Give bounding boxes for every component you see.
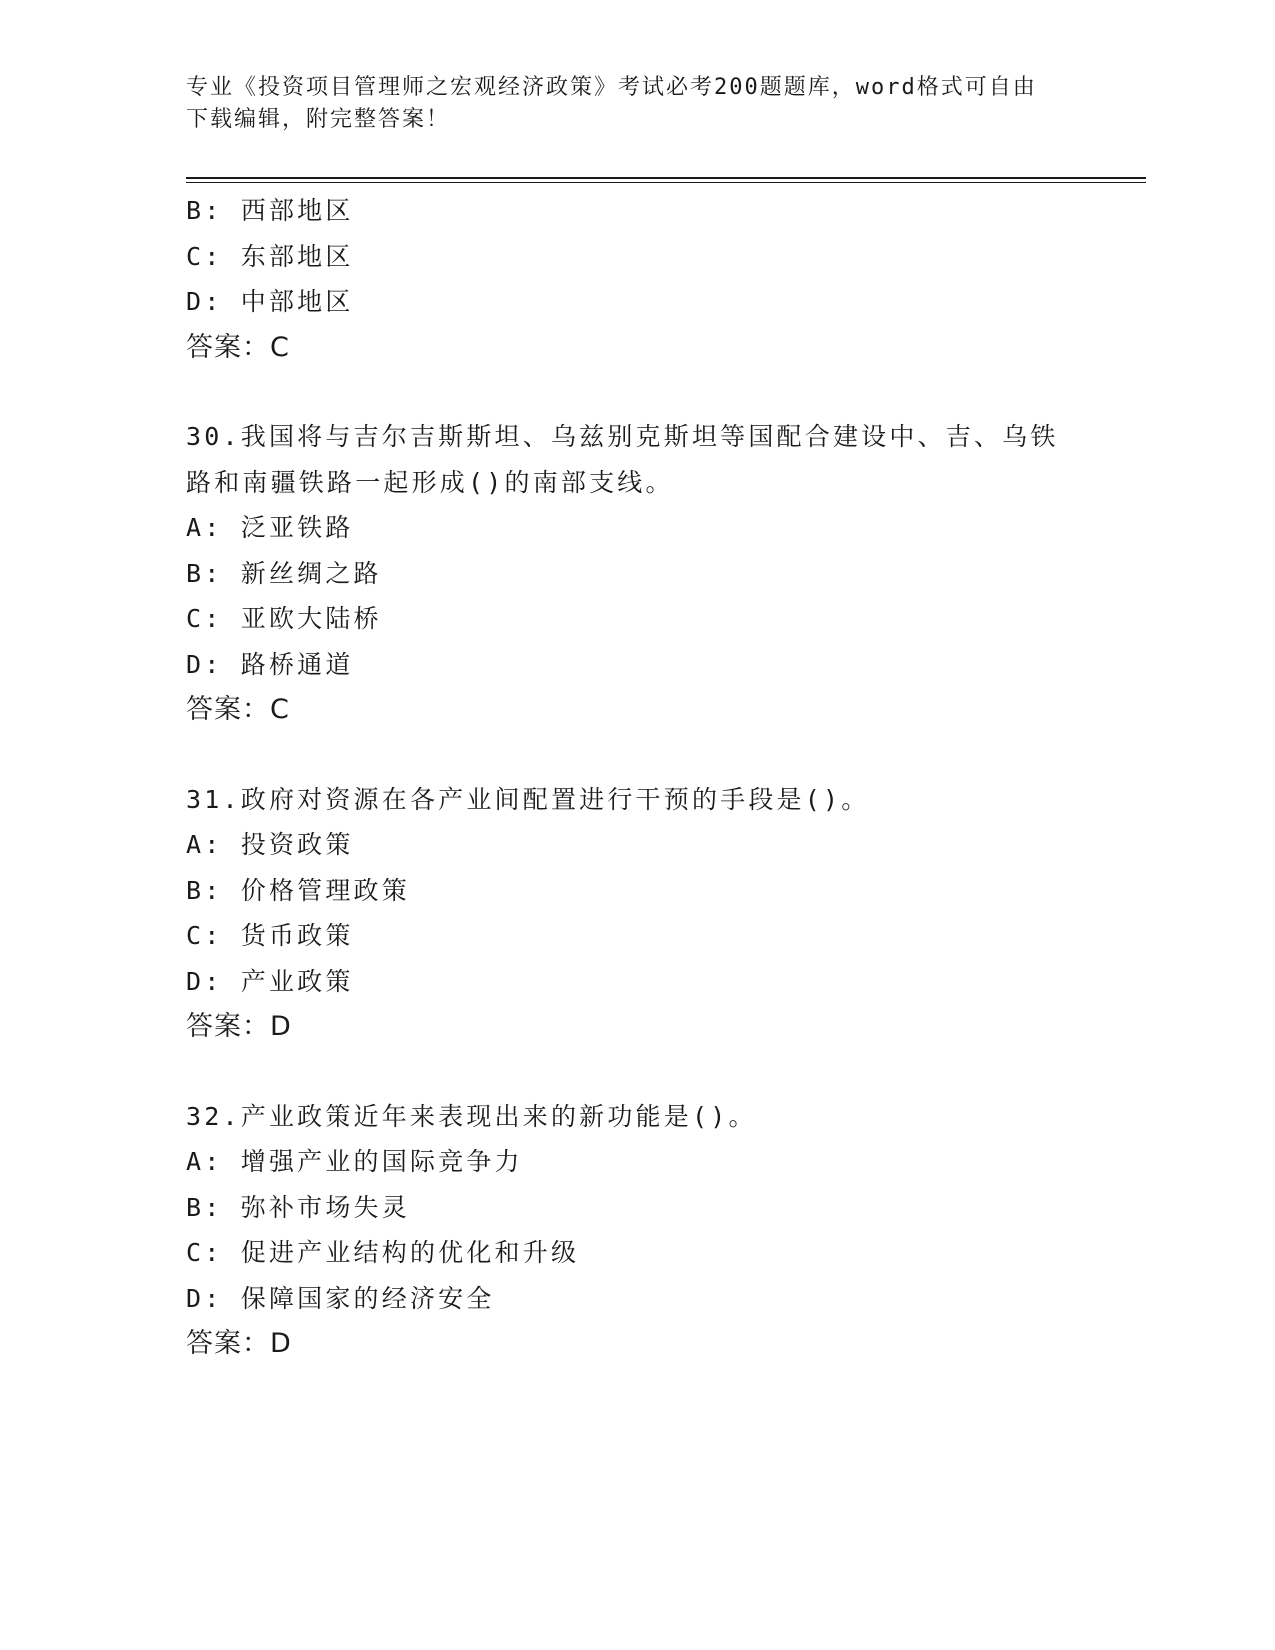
question-stem-line-1: 32.产业政策近年来表现出来的新功能是()。 xyxy=(186,1101,757,1131)
option-c: C: 东部地区 xyxy=(186,241,354,271)
question-stem-line-1: 30.我国将与吉尔吉斯斯坦、乌兹别克斯坦等国配合建设中、吉、乌铁 xyxy=(186,422,1059,451)
document-header xyxy=(186,72,1066,136)
question-31 xyxy=(186,777,1146,1050)
question-stem-line-1: 31.政府对资源在各产业间配置进行干预的手段是()。 xyxy=(186,784,870,814)
option-d: D: 中部地区 xyxy=(186,287,354,316)
option-d: D: 保障国家的经济安全 xyxy=(186,1283,495,1313)
answer: 答案：D xyxy=(186,1328,292,1359)
option-c: C: 促进产业结构的优化和升级 xyxy=(186,1238,580,1267)
question-30 xyxy=(186,414,1146,733)
option-d: D: 路桥通道 xyxy=(186,649,354,679)
option-c: C: 亚欧大陆桥 xyxy=(186,604,382,633)
option-a: A: 泛亚铁路 xyxy=(186,513,354,542)
option-c: C: 货币政策 xyxy=(186,921,354,950)
option-d: D: 产业政策 xyxy=(186,966,354,996)
question-32 xyxy=(186,1094,1146,1367)
option-b: B: 弥补市场失灵 xyxy=(186,1192,410,1222)
option-a: A: 投资政策 xyxy=(186,830,354,859)
answer: 答案：C xyxy=(186,331,290,363)
option-b: B: 西部地区 xyxy=(186,196,354,225)
option-b: B: 新丝绸之路 xyxy=(186,558,382,588)
option-b: B: 价格管理政策 xyxy=(186,875,410,905)
header-line-2: 下载编辑，附完整答案！ xyxy=(186,107,451,132)
header-divider-thick xyxy=(186,177,1146,179)
header-divider-thin xyxy=(186,182,1146,183)
question-stem-line-2: 路和南疆铁路一起形成()的南部支线。 xyxy=(186,467,674,497)
answer: 答案：D xyxy=(186,1011,292,1042)
option-a: A: 增强产业的国际竞争力 xyxy=(186,1147,523,1176)
header-line-1: 专业《投资项目管理师之宏观经济政策》考试必考200题题库，word格式可自由 xyxy=(186,75,1037,100)
question-29-continued xyxy=(186,188,1146,370)
answer: 答案：C xyxy=(186,694,290,725)
question-list xyxy=(186,188,1146,1367)
